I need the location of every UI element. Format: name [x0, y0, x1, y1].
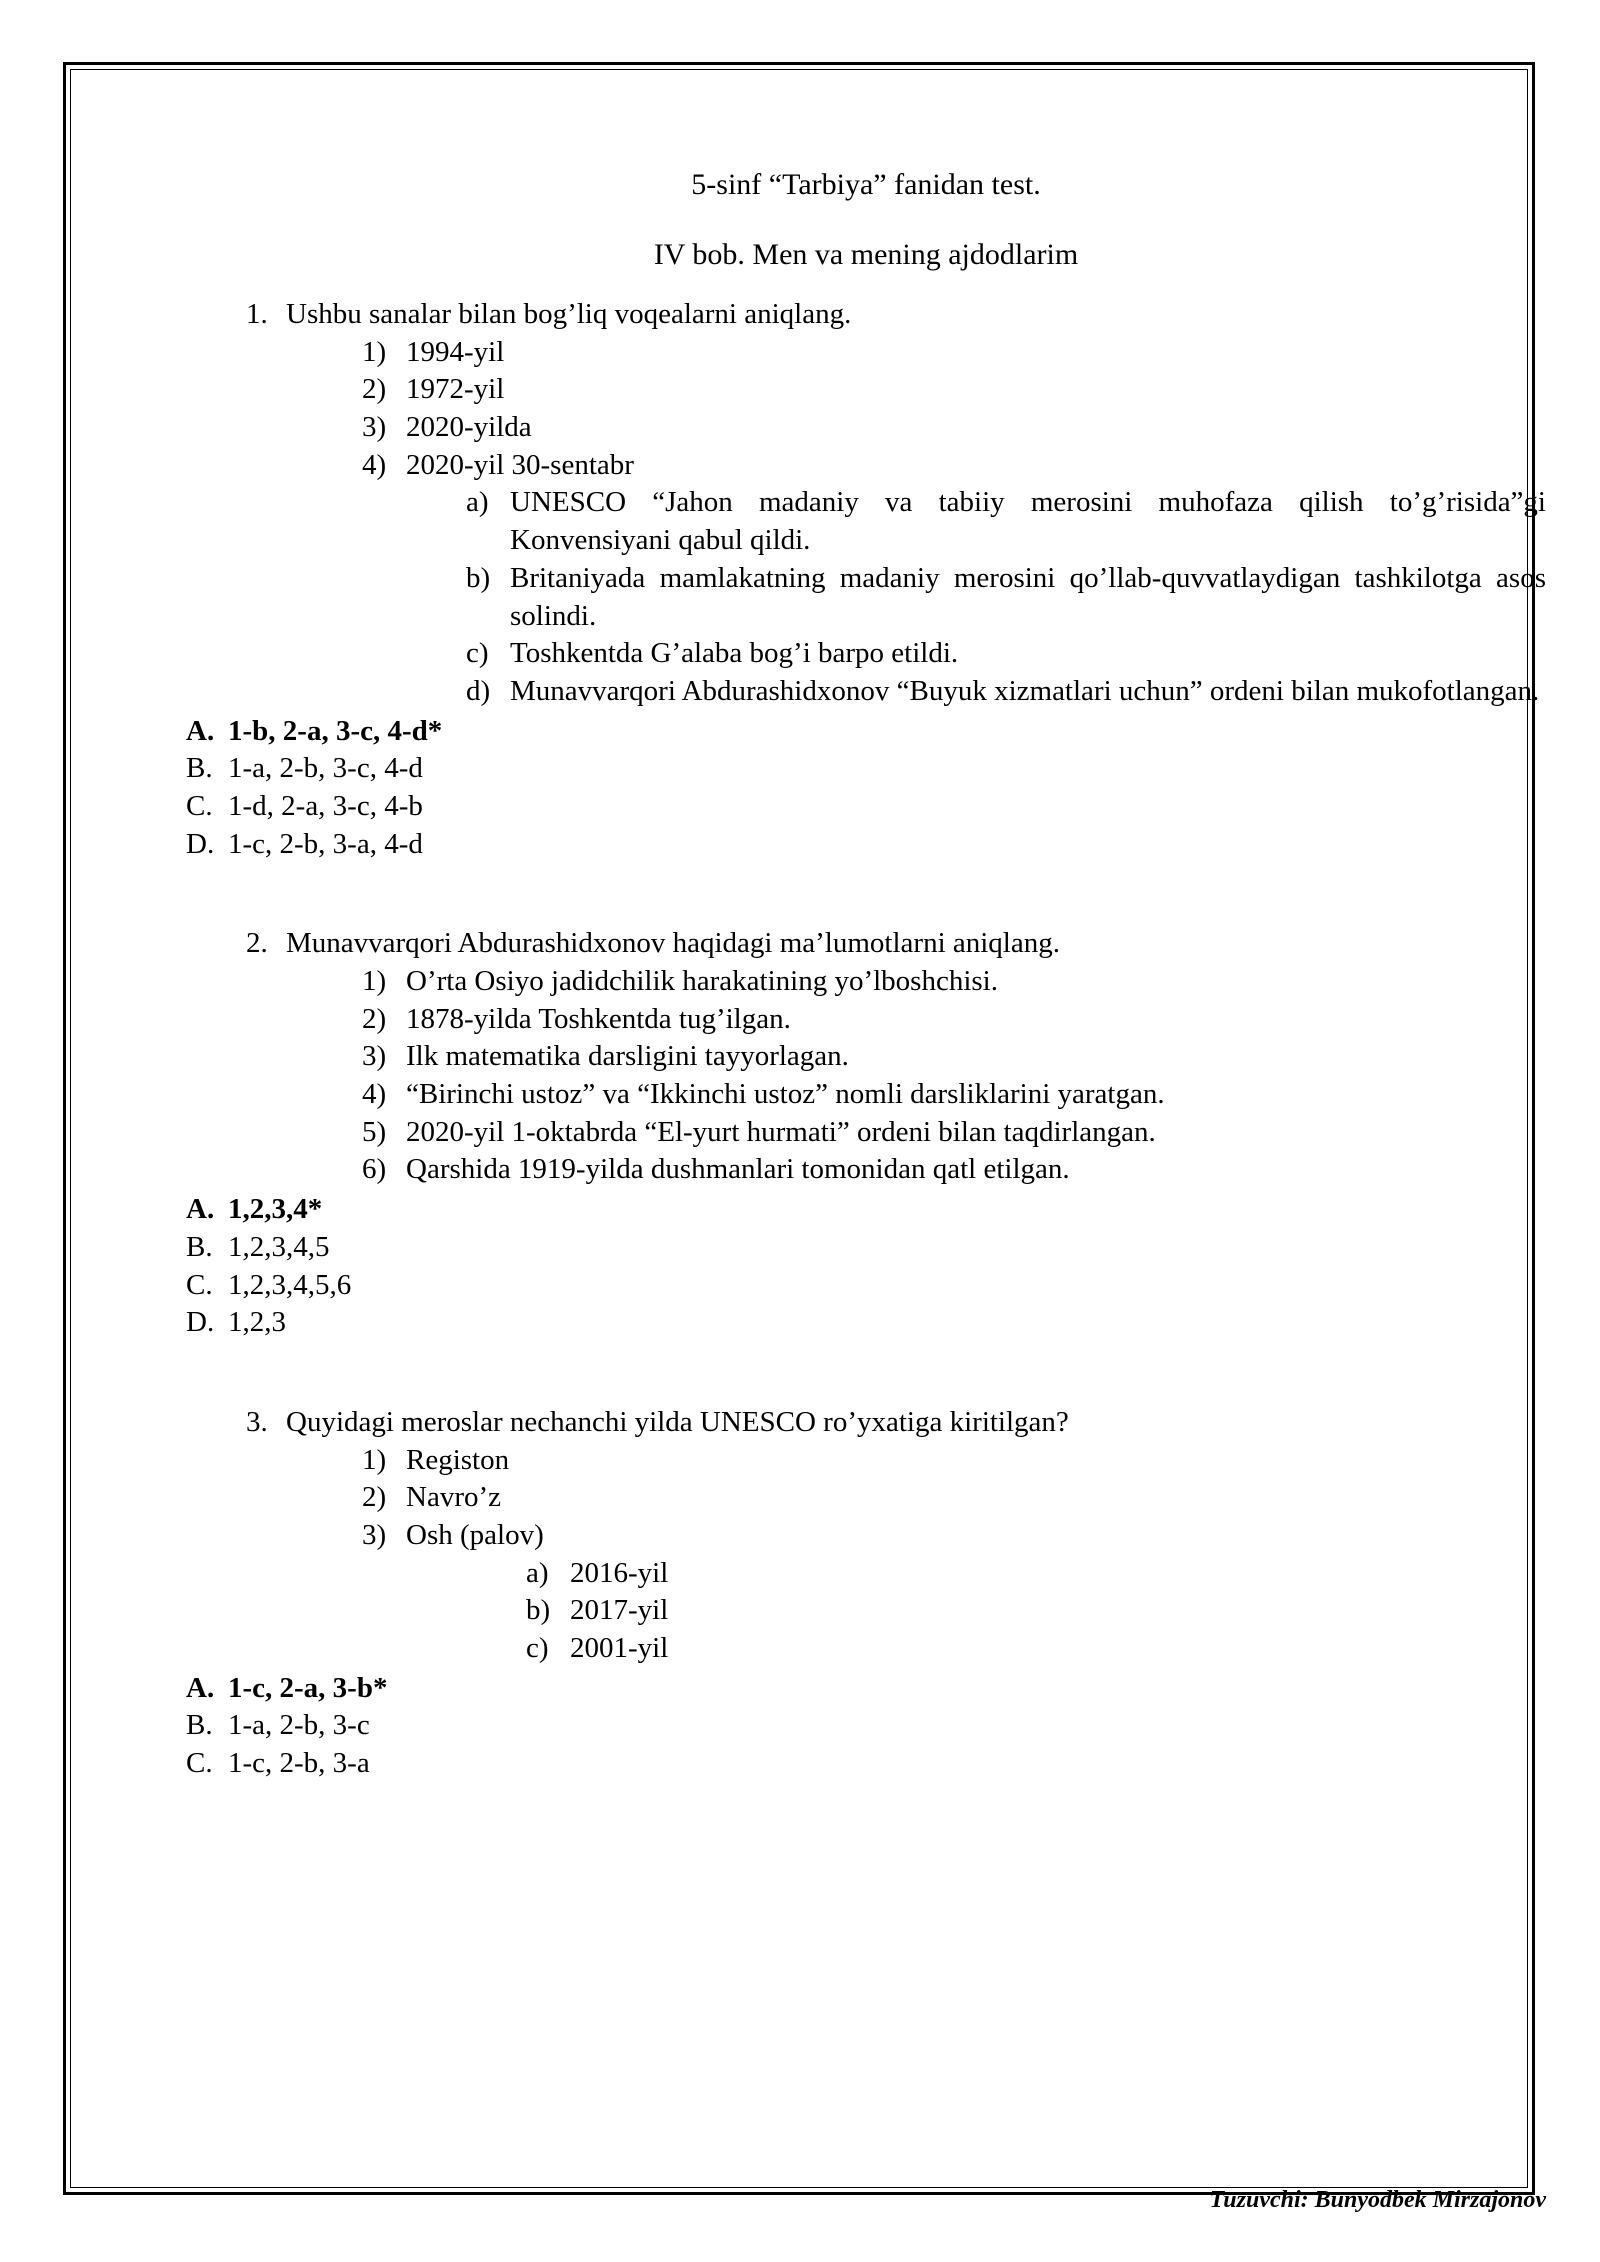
- answer-text: 1-a, 2-b, 3-c, 4-d: [228, 752, 423, 785]
- answer-letter: D.: [186, 1306, 215, 1339]
- page-title: 5-sinf “Tarbiya” fanidan test.: [691, 168, 1041, 201]
- question-2: [186, 925, 1546, 1342]
- sub-list-item: [526, 1630, 1546, 1668]
- sub-list-item-label: 2017-yil: [570, 1594, 669, 1627]
- question-1: [186, 296, 1546, 863]
- sub-list-item: [466, 673, 1546, 711]
- sub-list-item-label: Britaniyada mamlakatning madaniy merosini qo’llab-quvvatlaydigan tashkilotga asos solindi.: [510, 561, 1546, 632]
- list-item-marker: 3): [362, 411, 387, 444]
- question-1-prompt: [246, 296, 1546, 334]
- page-subtitle: IV bob. Men va mening ajdodlarim: [653, 238, 1079, 271]
- list-item-label: 1878-yilda Toshkentda tug’ilgan.: [406, 1002, 791, 1035]
- question-3-subitems: [186, 1555, 1546, 1668]
- list-item: [362, 1038, 1546, 1076]
- list-item-marker: 2): [362, 1481, 387, 1514]
- answer-text: 1-c, 2-b, 3-a: [228, 1747, 370, 1780]
- question-2-answers: [186, 1191, 1546, 1342]
- question-2-text: Munavvarqori Abdurashidxonov haqidagi ma’lumotlarni aniqlang.: [286, 927, 1060, 960]
- answer-letter: A.: [186, 714, 215, 747]
- answer-letter: A.: [186, 1193, 215, 1226]
- answer-text: 1,2,3,4,5,6: [228, 1268, 352, 1301]
- answer-letter: C.: [186, 789, 213, 822]
- question-3-number: 3.: [246, 1405, 268, 1438]
- sub-list-item-label: Toshkentda G’alaba bog’i barpo etildi.: [510, 637, 959, 670]
- list-item-marker: 6): [362, 1153, 387, 1186]
- answer-letter: B.: [186, 1709, 213, 1742]
- list-item-marker: 1): [362, 335, 387, 368]
- list-item-marker: 2): [362, 373, 387, 406]
- list-item-label: Osh (palov): [406, 1518, 544, 1551]
- list-item-marker: 4): [362, 448, 387, 481]
- list-item: [362, 447, 1546, 485]
- list-item: [362, 1076, 1546, 1114]
- answer-text: 1-b, 2-a, 3-c, 4-d*: [228, 714, 443, 747]
- answer-letter: C.: [186, 1747, 213, 1780]
- answer-text: 1-a, 2-b, 3-c: [228, 1709, 370, 1742]
- sub-list-item: [466, 635, 1546, 673]
- question-1-number: 1.: [246, 298, 268, 330]
- sub-list-item-marker: c): [526, 1632, 549, 1664]
- question-2-items: [186, 963, 1546, 1189]
- page-border: [63, 62, 1546, 2213]
- answer-text: 1-d, 2-a, 3-c, 4-b: [228, 789, 423, 822]
- question-1-text: Ushbu sanalar bilan bog’liq voqealarni aniqlang.: [286, 298, 852, 330]
- list-item-label: Navro’z: [406, 1481, 502, 1514]
- sub-list-item: [466, 484, 1546, 559]
- answer-text: 1,2,3,4,5: [228, 1230, 330, 1263]
- sub-list-item-label: Munavvarqori Abdurashidxonov “Buyuk xizmatlari uchun” ordeni bilan mukofotlangan.: [510, 674, 1540, 707]
- question-3: [186, 1404, 1546, 1783]
- list-item-label: 2020-yil 1-oktabrda “El-yurt hurmati” ordeni bilan taqdirlangan.: [406, 1115, 1156, 1148]
- sub-list-item-marker: c): [466, 637, 489, 670]
- list-item: [362, 409, 1546, 447]
- list-item: [362, 371, 1546, 409]
- list-item: [362, 1479, 1546, 1517]
- list-item-marker: 4): [362, 1078, 387, 1111]
- document-body: [186, 170, 1546, 2220]
- list-item-marker: 3): [362, 1040, 387, 1073]
- list-item: [362, 963, 1546, 1001]
- answer-option-b[interactable]: [186, 1229, 1546, 1267]
- list-item-marker: 1): [362, 965, 387, 997]
- sub-list-item-marker: a): [526, 1556, 549, 1589]
- list-item-label: O’rta Osiyo jadidchilik harakatining yo’lboshchisi.: [406, 965, 998, 997]
- answer-option-d[interactable]: [186, 826, 1546, 864]
- question-3-text: Quyidagi meroslar nechanchi yilda UNESCO ro’yxatiga kiritilgan?: [286, 1405, 1069, 1438]
- list-item-label: 1972-yil: [406, 373, 505, 406]
- list-item: [362, 1517, 1546, 1555]
- footer-author: Tuzuvchi: Bunyodbek Mirzajonov: [1209, 2187, 1546, 2213]
- answer-text: 1,2,3,4*: [228, 1193, 323, 1226]
- answer-letter: B.: [186, 752, 213, 785]
- answer-option-c[interactable]: [186, 1267, 1546, 1305]
- answer-option-a[interactable]: [186, 1191, 1546, 1229]
- answer-letter: B.: [186, 1230, 213, 1263]
- list-item-label: 1994-yil: [406, 335, 505, 368]
- question-1-items: [186, 334, 1546, 485]
- answer-option-d[interactable]: [186, 1304, 1546, 1342]
- list-item-label: Registon: [406, 1443, 510, 1476]
- answer-letter: A.: [186, 1671, 215, 1704]
- answer-text: 1,2,3: [228, 1306, 286, 1339]
- answer-letter: D.: [186, 827, 215, 860]
- list-item-label: 2020-yilda: [406, 411, 532, 444]
- list-item-marker: 1): [362, 1443, 387, 1476]
- list-item: [362, 1442, 1546, 1480]
- list-item-label: Ilk matematika darsligini tayyorlagan.: [406, 1040, 849, 1073]
- question-1-answers: [186, 713, 1546, 864]
- answer-option-b[interactable]: [186, 1707, 1546, 1745]
- list-item-marker: 5): [362, 1115, 387, 1148]
- question-3-prompt: [246, 1404, 1546, 1442]
- sub-list-item-marker: d): [466, 674, 491, 707]
- list-item-marker: 3): [362, 1518, 387, 1551]
- sub-list-item-label: UNESCO “Jahon madaniy va tabiiy merosini muhofaza qilish to’g’risida”gi Konvensiyani qabul qildi.: [510, 486, 1546, 557]
- sub-list-item-marker: b): [526, 1594, 551, 1627]
- question-3-items: [186, 1442, 1546, 1555]
- list-item: [362, 334, 1546, 372]
- list-item: [362, 1114, 1546, 1152]
- answer-text: 1-c, 2-a, 3-b*: [228, 1671, 388, 1704]
- question-3-answers: [186, 1670, 1546, 1783]
- sub-list-item-label: 2016-yil: [570, 1556, 669, 1589]
- question-2-prompt: [246, 925, 1546, 963]
- answer-option-a[interactable]: [186, 1670, 1546, 1708]
- answer-text: 1-c, 2-b, 3-a, 4-d: [228, 827, 423, 860]
- list-item: [362, 1151, 1546, 1189]
- list-item: [362, 1001, 1546, 1039]
- question-2-number: 2.: [246, 927, 268, 960]
- list-item-marker: 2): [362, 1002, 387, 1035]
- sub-list-item-marker: a): [466, 486, 489, 519]
- list-item-label: “Birinchi ustoz” va “Ikkinchi ustoz” nomli darsliklarini yaratgan.: [406, 1078, 1165, 1111]
- question-1-subitems: [186, 484, 1546, 710]
- sub-list-item-marker: b): [466, 561, 491, 594]
- sub-list-item: [526, 1555, 1546, 1593]
- answer-letter: C.: [186, 1268, 213, 1301]
- sub-list-item: [466, 560, 1546, 635]
- sub-list-item-label: 2001-yil: [570, 1632, 669, 1664]
- list-item-label: Qarshida 1919-yilda dushmanlari tomonidan qatl etilgan.: [406, 1153, 1070, 1186]
- answer-option-b[interactable]: [186, 750, 1546, 788]
- answer-option-a[interactable]: [186, 713, 1546, 751]
- sub-list-item: [526, 1592, 1546, 1630]
- answer-option-c[interactable]: [186, 788, 1546, 826]
- answer-option-c[interactable]: [186, 1745, 1546, 1783]
- list-item-label: 2020-yil 30-sentabr: [406, 448, 634, 481]
